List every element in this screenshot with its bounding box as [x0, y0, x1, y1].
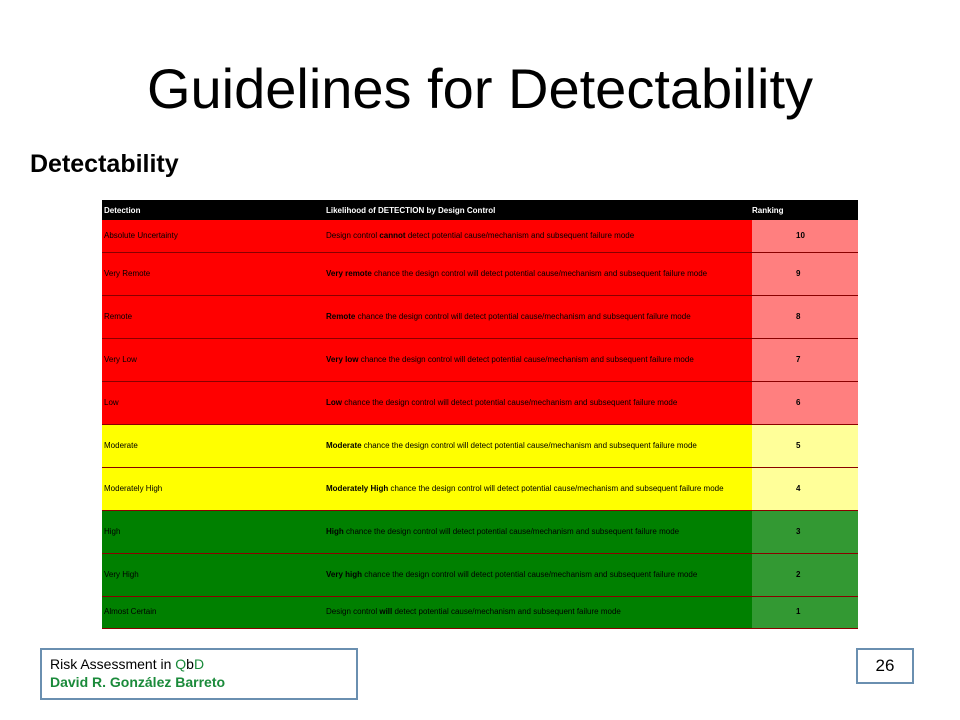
likelihood-cell: Remote chance the design control will detect potential cause/mechanism and subsequent failure mode — [324, 295, 752, 338]
header-ranking: Ranking — [752, 200, 858, 220]
ranking-cell: 2 — [752, 553, 858, 596]
likelihood-cell: Moderately High chance the design control will detect potential cause/mechanism and subsequent failure mode — [324, 467, 752, 510]
detection-cell: Moderately High — [102, 467, 324, 510]
ranking-cell: 4 — [752, 467, 858, 510]
table-row — [102, 424, 858, 467]
detection-cell: High — [102, 510, 324, 553]
detection-cell: Absolute Uncertainty — [102, 220, 324, 252]
footer-course-box — [40, 648, 358, 700]
table-header-row — [102, 200, 858, 220]
table-row — [102, 295, 858, 338]
table-row — [102, 252, 858, 295]
ranking-cell: 7 — [752, 338, 858, 381]
table-row — [102, 553, 858, 596]
likelihood-cell: Low chance the design control will detect potential cause/mechanism and subsequent failure mode — [324, 381, 752, 424]
table-row — [102, 467, 858, 510]
detection-cell: Moderate — [102, 424, 324, 467]
likelihood-cell: High chance the design control will detect potential cause/mechanism and subsequent failure mode — [324, 510, 752, 553]
header-detection: Detection — [102, 200, 324, 220]
detection-cell: Remote — [102, 295, 324, 338]
header-likelihood: Likelihood of DETECTION by Design Control — [324, 200, 752, 220]
detection-cell: Low — [102, 381, 324, 424]
section-subtitle: Detectability — [30, 150, 179, 178]
table-row — [102, 220, 858, 252]
table-row — [102, 596, 858, 628]
likelihood-cell: Moderate chance the design control will detect potential cause/mechanism and subsequent failure mode — [324, 424, 752, 467]
table-body — [102, 220, 858, 628]
likelihood-cell: Design control cannot detect potential cause/mechanism and subsequent failure mode — [324, 220, 752, 252]
detectability-table — [102, 200, 858, 629]
ranking-cell: 6 — [752, 381, 858, 424]
table-row — [102, 510, 858, 553]
footer-course-title: Risk Assessment in QbD — [50, 656, 205, 672]
table-row — [102, 381, 858, 424]
likelihood-cell: Very low chance the design control will detect potential cause/mechanism and subsequent failure mode — [324, 338, 752, 381]
footer-author: David R. González Barreto — [50, 674, 226, 690]
detection-cell: Very Low — [102, 338, 324, 381]
detection-cell: Almost Certain — [102, 596, 324, 628]
ranking-cell: 5 — [752, 424, 858, 467]
ranking-cell: 1 — [752, 596, 858, 628]
ranking-cell: 3 — [752, 510, 858, 553]
likelihood-cell: Design control will detect potential cause/mechanism and subsequent failure mode — [324, 596, 752, 628]
likelihood-cell: Very high chance the design control will detect potential cause/mechanism and subsequent failure mode — [324, 553, 752, 596]
ranking-cell: 8 — [752, 295, 858, 338]
page-number: 26 — [856, 648, 914, 684]
slide-title: Guidelines for Detectability — [146, 57, 814, 120]
detection-cell: Very Remote — [102, 252, 324, 295]
table-row — [102, 338, 858, 381]
ranking-cell: 10 — [752, 220, 858, 252]
detection-cell: Very High — [102, 553, 324, 596]
ranking-cell: 9 — [752, 252, 858, 295]
likelihood-cell: Very remote chance the design control will detect potential cause/mechanism and subsequent failure mode — [324, 252, 752, 295]
